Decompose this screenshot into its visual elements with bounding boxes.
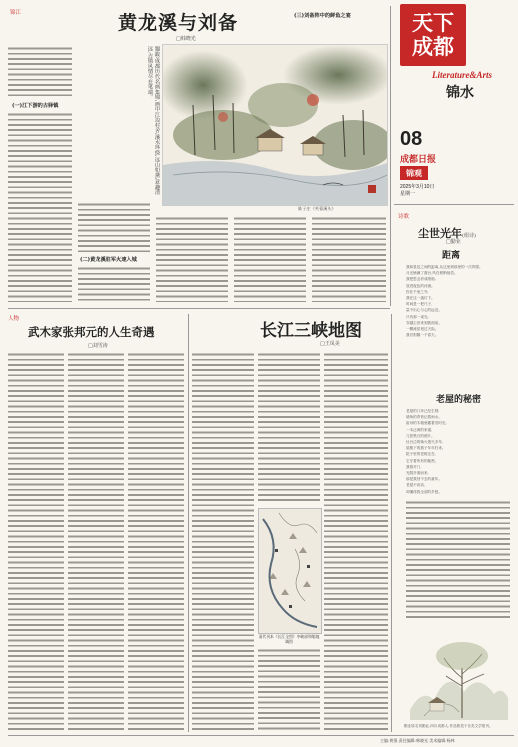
article-1-column-1b (8, 112, 72, 302)
map-image (258, 508, 322, 634)
divider-middle (8, 308, 390, 309)
section-heading-2: (二)黄龙溪驻军火速入城 (80, 257, 137, 263)
poem-line: 院子里的老树还在, (406, 452, 436, 457)
article-2-column-3 (128, 352, 184, 730)
article-1-column-2 (78, 202, 150, 252)
article-1-column-1 (8, 46, 72, 98)
poem-line: 放进夜色的河流。 (406, 283, 435, 288)
poetry-kicker: 诗歌 (398, 214, 410, 220)
poem-line: 只有那一束光, (406, 314, 429, 319)
article-2 (8, 312, 186, 732)
poem-line: 我和星辰之间的距离,从这里到那里的一次仰望。 (406, 265, 483, 269)
poem-line: 量不出心与心的远近。 (406, 308, 442, 313)
poem-line: 我把思念折成纸船, (406, 277, 436, 282)
article-2-kicker: 人物 (8, 316, 20, 322)
poem-2-body (406, 408, 510, 495)
divider-vertical-2 (188, 314, 189, 732)
article-3-column-2 (258, 352, 320, 502)
article-1-title: 黄龙溪与刘备 (118, 12, 239, 34)
poem-line: 却懂得我全部的乡愁。 (406, 489, 442, 494)
article-3-column-3 (324, 352, 388, 730)
poetry-title-suffix: (组诗) (462, 233, 476, 239)
poem-line: 它守着所有的秘密。 (406, 458, 439, 463)
footer-rule (8, 735, 514, 736)
masthead (396, 4, 514, 204)
poem-line: 一本泛黄的家谱, (406, 427, 433, 432)
poem-line: 一颗流星划过天际。 (406, 327, 439, 332)
poem-1-body (406, 264, 510, 338)
masthead-logo (400, 4, 466, 66)
article-2-author: □刘雪涛 (88, 343, 108, 349)
sub-brand (400, 166, 428, 180)
sub-brand-text: 锦观 (406, 167, 422, 178)
article-2-column-1 (8, 352, 64, 730)
river-map-drawing (259, 509, 321, 633)
poem-2-title: 老屋的秘密 (436, 395, 482, 405)
poetry-illustration (404, 628, 510, 720)
map-caption: 清代刊本《长江全图》中峡部和缩地域图 (258, 634, 320, 644)
poetry-author: □勤业 (446, 239, 461, 245)
poem-line: 墙角的青苔记着雨水。 (406, 415, 442, 420)
section-heading-1: (一)江下游的古驿镇 (12, 103, 59, 109)
poem-line: 老屋的门环已经生锈, (406, 409, 440, 413)
issue-date: 2025年3月10日 (400, 184, 435, 190)
article-1-column-3 (156, 216, 228, 302)
poem-line: 月光铺满了窗台,风在树梢低语。 (406, 271, 458, 276)
masthead-logo-text: 天下成都 (412, 10, 454, 59)
poetry-continued-text (406, 500, 510, 620)
poem-line: 你在千里之外, (406, 289, 429, 294)
poetry-section (396, 208, 514, 728)
masthead-english: Literature&Arts (432, 70, 493, 80)
divider-vertical (390, 6, 391, 306)
article-2-column-2 (68, 352, 124, 730)
painting-landscape (163, 45, 387, 205)
page-number: 08 (400, 128, 423, 150)
paper-name: 成都日报 (400, 155, 437, 165)
painting-caption: 陈子庄《芙蓉溪头》 (298, 206, 336, 211)
issue-weekday: 星期一 (400, 191, 416, 197)
poem-line: 几张黑白的照片。 (406, 433, 435, 438)
poem-1-title: 距离 (442, 251, 461, 261)
article-1-author: □韩晓光 (176, 36, 196, 42)
poem-line: 祖母的木箱里藏着旧时光, (406, 421, 447, 426)
poem-line: 灶台边的柴火熄灭多年, (406, 440, 444, 445)
masthead-column: 锦水 (446, 85, 474, 101)
article-1-column-4 (234, 216, 306, 302)
article-2-title: 武木家张邦元的人生奇遇 (28, 325, 155, 339)
poem-line: 那是我回不去的童年。 (406, 477, 442, 482)
ink-landscape-illustration (404, 628, 510, 720)
poem-line: 我们相隔一个春天。 (406, 333, 439, 338)
poem-line: 我推开门, (406, 464, 422, 469)
poem-line: 时间是一把尺子, (406, 302, 433, 307)
poem-line: 光阴扑面而来, (406, 471, 429, 476)
divider-vertical-3 (391, 314, 392, 732)
article-3-column-1 (192, 352, 254, 730)
article-1-column-5 (312, 216, 386, 302)
footer-credits: 主编:黄强 责任编辑:韩晓光 美术编辑:杨林 (380, 738, 455, 743)
article-3-author: □王凤美 (320, 341, 340, 347)
painting-note: 题跋:成都历代名画集锦,画中江边村舍,溪水环绕,远山如黛,意趣清远,古镇风情尽在笔端。 (147, 46, 160, 195)
article-3 (192, 312, 390, 732)
painting-image (162, 44, 388, 206)
poetry-title: 尘世光年 (418, 227, 462, 240)
poem-line: 我在这一盏灯下。 (406, 296, 435, 301)
article-3-column-2b (258, 648, 320, 730)
poem-line: 老屋不说话, (406, 483, 426, 488)
article-3-title: 长江三峡地图 (260, 321, 362, 341)
article-1 (8, 6, 388, 306)
article-1-column-2b (78, 266, 150, 302)
poem-line: 屋檐下的燕子年年归来。 (406, 446, 446, 451)
poem-line: 穿越尘世来到我面前。 (406, 320, 442, 325)
article-1-kicker: 锦江 (10, 10, 22, 16)
poetry-footer-note: 勤业原名刘勤业,四川成都人,作品散见于各类文学报刊。 (404, 724, 493, 728)
masthead-divider (394, 204, 514, 205)
